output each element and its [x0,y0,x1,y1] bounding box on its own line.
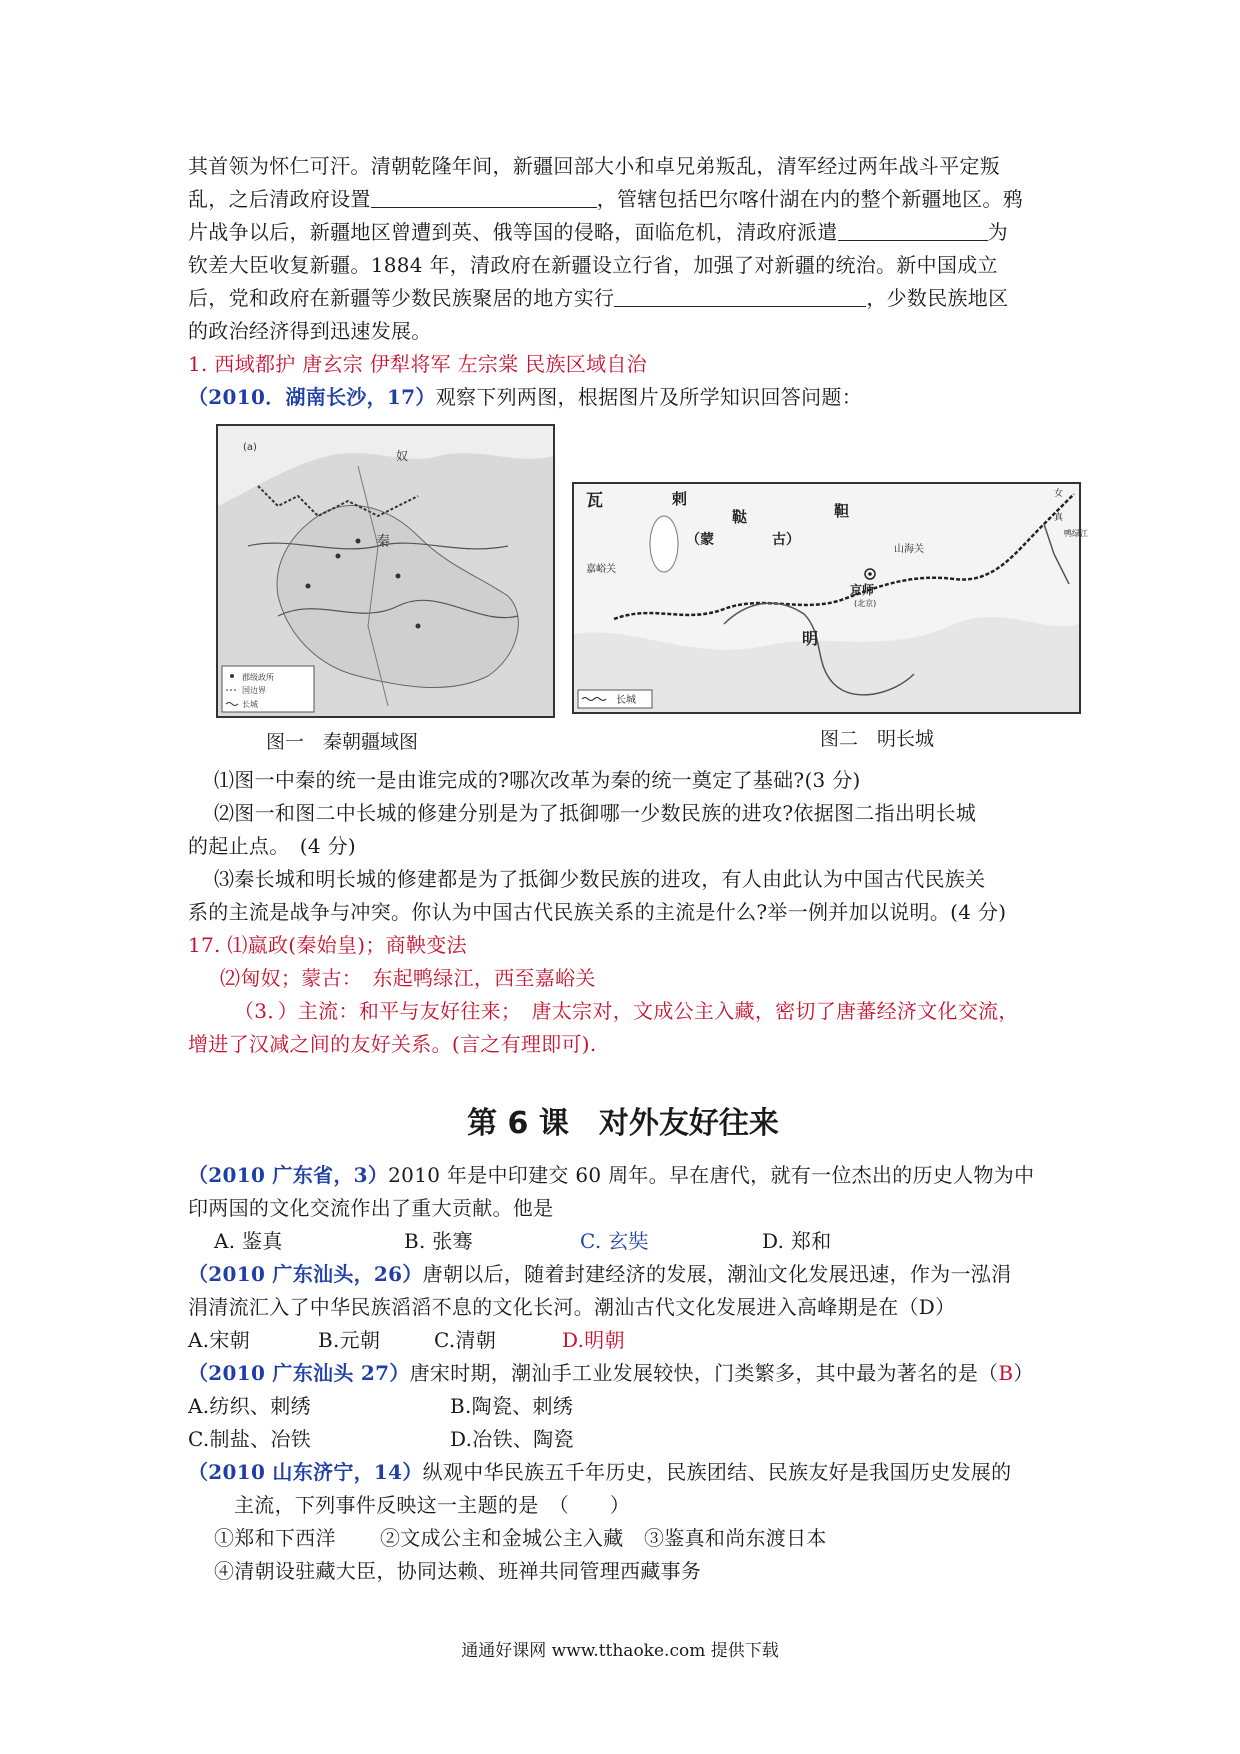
map-label: 鸭绿江 [1064,529,1088,538]
legend-label: 长城 [242,700,258,709]
question-3: （2010 广东省，3）2010 年是中印建交 60 周年。早在唐代，就有一位杰出的历史人物为中 [188,1163,1035,1187]
answer-line: 17. ⑴嬴政(秦始皇)；商鞅变法 [188,933,467,957]
options-row [188,1423,1058,1456]
map-label: 明 [802,629,819,648]
option: A. 鉴真 [214,1229,283,1253]
question-line: 涓清流汇入了中华民族滔滔不息的文化长河。潮汕古代文化发展进入高峰期是在（D） [188,1295,956,1319]
question-line: ⑴图一中秦的统一是由谁完成的?哪次改革为秦的统一奠定了基础?(3 分) [214,768,861,792]
option: A.纺织、刺绣 [188,1394,311,1418]
legend-label: 郡级政所 [242,673,274,682]
map-label: 京师 [850,583,875,597]
map-label: (北京) [854,599,877,608]
answer-line: ⑵匈奴；蒙古： 东起鸭绿江，西至嘉峪关 [220,966,596,990]
figure1-caption: 图一 秦朝疆域图 [266,731,419,753]
question-source: （2010 山东济宁，14） [188,1460,423,1484]
map-label: 嘉峪关 [586,564,616,575]
option-answer: C. 玄奘 [580,1229,649,1253]
map-label: 古） [772,532,800,548]
option: B. 张骞 [404,1229,473,1253]
question-line: 的起止点。 (4 分) [188,834,356,858]
map-label: （蒙 [686,532,714,548]
legend-label: 国边界 [242,686,266,695]
map-label: 秦 [376,534,390,550]
lesson-title: 第 6 课 对外友好往来 [467,1106,779,1141]
ming-wall-image [574,484,1088,712]
legend-label: 长城 [616,695,636,706]
item: ③鉴真和尚东渡日本 [644,1526,827,1550]
text-line: 后，党和政府在新疆等少数民族聚居的地方实行 ，少数民族地区 [188,286,1009,310]
map-label: 真 [1054,513,1064,523]
option: D. 郑和 [762,1229,832,1253]
qin-map-image [218,426,553,716]
question-source: （2010 广东汕头，26） [188,1262,423,1286]
answer-blank [838,220,988,241]
map-label: 瓦 [586,491,603,511]
page-footer: 通通好课网 www.tthaoke.com 提供下载 [461,1641,779,1661]
map-label: 靼 [834,502,850,520]
question-27: （2010 广东汕头 27）唐宋时期，潮汕手工业发展较快，门类繁多，其中最为著名的是（B） [188,1361,1034,1385]
question-14: （2010 山东济宁，14）纵观中华民族五千年历史，民族团结、民族友好是我国历史发展的 [188,1460,1012,1484]
map-legend [578,690,652,708]
answer-blank [371,187,597,208]
options-row [188,1324,1058,1357]
question-26: （2010 广东汕头，26）唐朝以后，随着封建经济的发展，潮汕文化发展迅速，作为一泓涓 [188,1262,1012,1286]
option: B.陶瓷、刺绣 [450,1394,574,1418]
question-line: 系的主流是战争与冲突。你认为中国古代民族关系的主流是什么?举一例并加以说明。(4 分) [188,900,1007,924]
options-row [188,1225,1058,1258]
map-label: 剌 [672,490,688,508]
text-line: 片战争以后，新疆地区曾遭到英、俄等国的侵略，面临危机，清政府派遣 为 [188,220,1008,244]
question-line: 主流，下列事件反映这一主题的是 （ ） [234,1493,630,1517]
figure2-caption: 图二 明长城 [820,728,935,750]
question-source: （2010．湖南长沙，17） [188,385,436,409]
question-source: （2010 广东汕头 27） [188,1361,410,1385]
figures [188,424,1088,760]
question-line: 印两国的文化交流作出了重大贡献。他是 [188,1196,554,1220]
items-row: ④清朝设驻藏大臣，协同达赖、班禅共同管理西藏事务 [214,1559,702,1583]
map-label: 山海关 [894,544,924,555]
question-line: ⑵图一和图二中长城的修建分别是为了抵御哪一少数民族的进攻?依据图二指出明长城 [214,801,977,825]
option-answer: D.明朝 [562,1328,625,1352]
map-label: 奴 [396,449,409,463]
option: D.冶铁、陶瓷 [450,1427,574,1451]
text-line: 的政治经济得到迅速发展。 [188,319,432,343]
answer-line: 1. 西域都护 唐玄宗 伊犁将军 左宗棠 民族区域自治 [188,352,647,376]
item: ①郑和下西洋 [214,1526,336,1550]
items-row [188,1522,1058,1555]
text-line: 其首领为怀仁可汗。清朝乾隆年间，新疆回部大小和卓兄弟叛乱，清军经过两年战斗平定叛 [188,154,1000,178]
option: C.清朝 [434,1328,497,1352]
question-17: （2010．湖南长沙，17）观察下列两图，根据图片及所学知识回答问题： [188,385,863,409]
question-line: ⑶秦长城和明长城的修建都是为了抵御少数民族的进攻，有人由此认为中国古代民族关 [214,867,986,891]
answer-letter: B [998,1361,1014,1385]
answer-line: （3．）主流：和平与友好往来； 唐太宗对，文成公主入藏，密切了唐蕃经济文化交流， [234,999,1019,1023]
map-label: (a) [243,442,257,453]
ming-wall-figure [572,482,1088,714]
item: ②文成公主和金城公主入藏 [380,1526,624,1550]
answer-line: 增进了汉减之间的友好关系。(言之有理即可). [188,1032,597,1056]
option: B.元朝 [318,1328,381,1352]
text-line: 乱，之后清政府设置 ，管辖包括巴尔喀什湖在内的整个新疆地区。鸦 [188,187,1024,211]
map-label: 女 [1054,489,1064,499]
qin-map-figure [216,424,555,718]
text-line: 钦差大臣收复新疆。1884 年，清政府在新疆设立行省，加强了对新疆的统治。新中国成立 [188,253,998,277]
option: A.宋朝 [188,1328,251,1352]
answer-blank [614,286,866,307]
map-label: 鞑 [732,508,748,526]
option: C.制盐、冶铁 [188,1427,312,1451]
document-body [188,150,1088,1588]
options-row [188,1390,1058,1423]
question-source: （2010 广东省，3） [188,1163,389,1187]
